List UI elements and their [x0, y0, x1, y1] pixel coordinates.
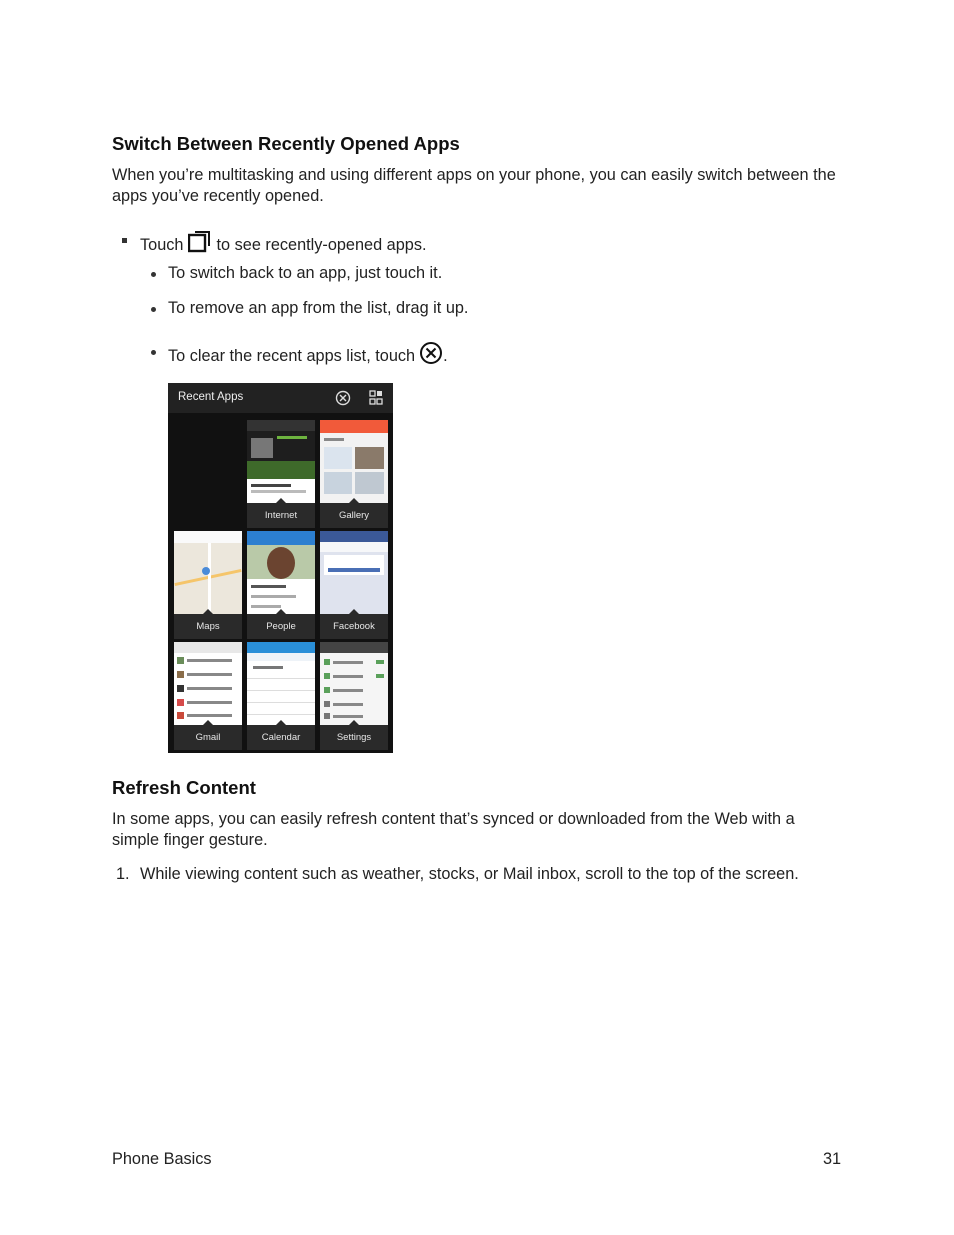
touch-instruction — [140, 229, 427, 255]
app-tile-gmail[interactable] — [174, 642, 242, 750]
touch-suffix: to see recently-opened apps. — [216, 236, 427, 254]
app-label: Calendar — [247, 725, 315, 750]
footer-section-name: Phone Basics — [112, 1150, 212, 1168]
sub-bullet-clear-list — [168, 341, 448, 366]
app-tile-facebook[interactable] — [320, 531, 388, 639]
sub-bullet-switch-back: To switch back to an app, just touch it. — [168, 264, 443, 282]
round-bullet — [151, 350, 156, 355]
section-heading-switch-apps: Switch Between Recently Opened Apps — [112, 133, 460, 154]
step-number: 1. — [116, 865, 130, 883]
step-text: While viewing content such as weather, stocks, or Mail inbox, scroll to the top of the screen. — [140, 865, 799, 883]
clear-prefix: To clear the recent apps list, touch — [168, 347, 416, 365]
recent-apps-screenshot — [168, 383, 393, 753]
round-bullet — [151, 272, 156, 277]
app-label: People — [247, 614, 315, 639]
recent-apps-icon — [188, 229, 212, 253]
refresh-intro: In some apps, you can easily refresh content that’s synced or downloaded from the Web with a simple finger gesture. — [112, 810, 795, 849]
app-tile-calendar[interactable] — [247, 642, 315, 750]
recent-apps-header — [168, 383, 393, 413]
app-tile-gallery[interactable] — [320, 420, 388, 528]
square-bullet — [122, 238, 127, 243]
sub-bullet-remove-app: To remove an app from the list, drag it up. — [168, 299, 469, 317]
app-label: Settings — [320, 725, 388, 750]
app-label: Internet — [247, 503, 315, 528]
clear-all-icon — [419, 341, 443, 365]
clear-suffix: . — [443, 347, 448, 365]
app-label: Maps — [174, 614, 242, 639]
grid-icon[interactable] — [369, 390, 383, 411]
intro-paragraph: When you’re multitasking and using different apps on your phone, you can easily switch between the apps you’ve recently opened. — [112, 166, 836, 205]
app-tile-maps[interactable] — [174, 531, 242, 639]
app-label: Facebook — [320, 614, 388, 639]
app-tile-people[interactable] — [247, 531, 315, 639]
section-heading-refresh: Refresh Content — [112, 777, 256, 798]
touch-prefix: Touch — [140, 236, 184, 254]
app-label: Gallery — [320, 503, 388, 528]
round-bullet — [151, 307, 156, 312]
app-tile-internet[interactable] — [247, 420, 315, 528]
app-label: Gmail — [174, 725, 242, 750]
recent-apps-title: Recent Apps — [178, 391, 244, 403]
page-number: 31 — [823, 1150, 842, 1168]
clear-all-icon[interactable] — [335, 390, 351, 411]
app-tile-settings[interactable] — [320, 642, 388, 750]
